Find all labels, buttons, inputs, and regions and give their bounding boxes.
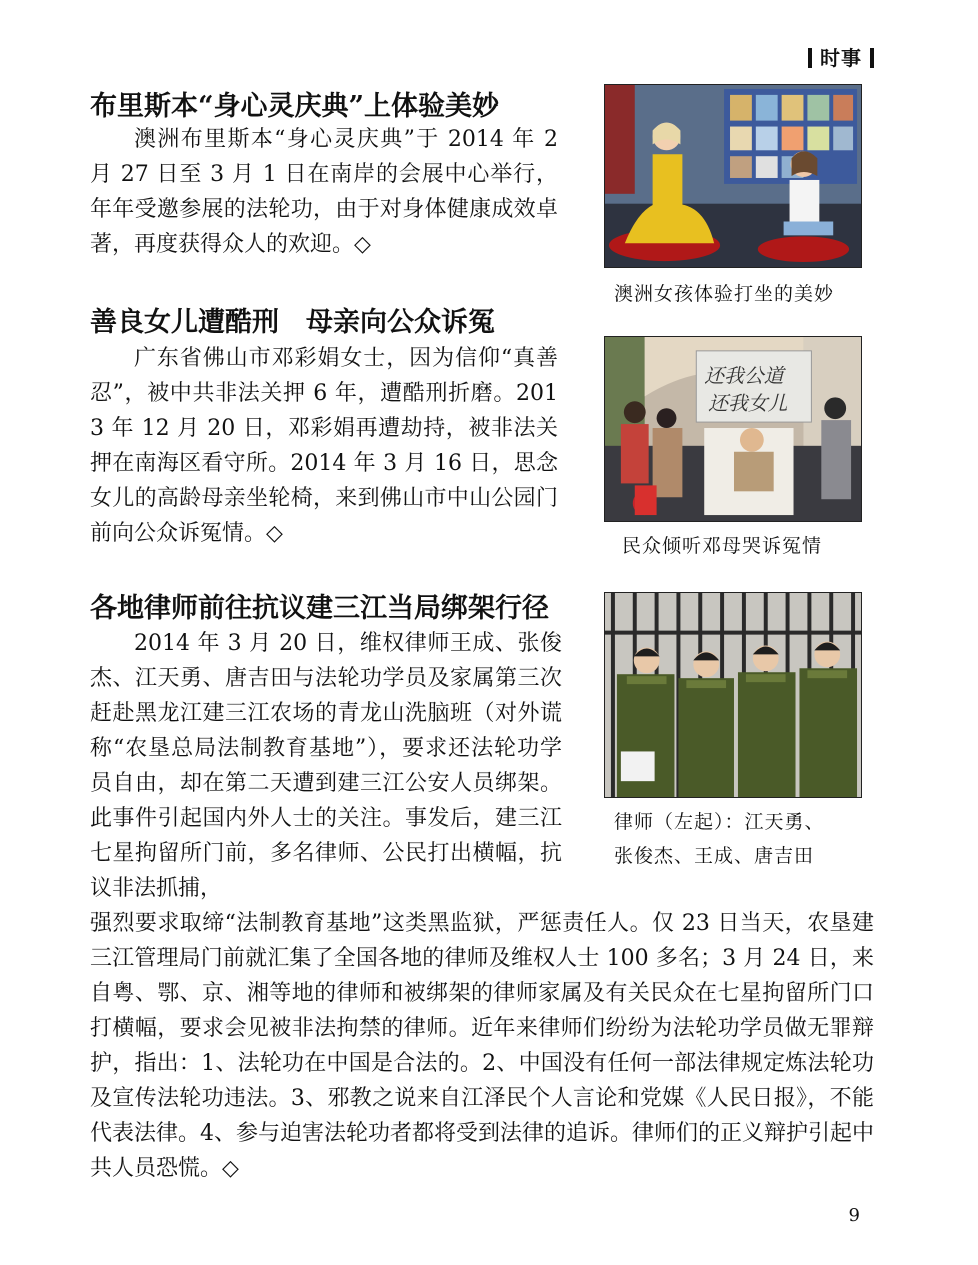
svg-text:还我公道: 还我公道 [704,364,784,388]
article1-photo [604,84,862,268]
section-bar-right [870,48,874,68]
section-name: 时事 [820,46,862,70]
page-number: 9 [848,1205,860,1226]
article3-body-narrow: 2014 年 3 月 20 日，维权律师王成、张俊杰、江天勇、唐吉田与法轮功学员及家属第三次赶赴黑龙江建三江农场的青龙山洗脑班（对外谎称“农垦总局法制教育基地”），要求还法轮功学员自由，却在第二天遭到建三江公安人员绑架。此事件引起国内外人士的关注。事发后，建三江七星拘留所门前，多名律师、公民打出横幅，抗议非法抓捕， [90,631,562,901]
section-bar-left [808,48,812,68]
article2-caption: 民众倾听邓母哭诉冤情 [622,535,823,557]
section-label [800,42,882,71]
article1-body: 澳洲布里斯本“身心灵庆典”于 2014 年 2 月 27 日至 3 月 1 日在南岸的会展中心举行，年年受邀参展的法轮功，由于对身体健康成效卓著，再度获得众人的欢迎。◇ [90,127,558,257]
article2-body: 广东省佛山市邓彩娟女士，因为信仰“真善忍”，被中共非法关押 6 年，遭酷刑折磨。2013 年 12 月 20 日，邓彩娟再遭劫持，被非法关押在南海区看守所。2014 年 3 月 16 日，思念女儿的高龄母亲坐轮椅，来到佛山市中山公园门前向公众诉冤情。◇ [90,346,558,546]
svg-text:还我女儿: 还我女儿 [708,392,788,416]
article3-photo [604,592,862,798]
article3-caption-line1: 律师（左起）：江天勇、 [614,811,825,833]
article3-body-wide: 强烈要求取缔“法制教育基地”这类黑监狱，严惩责任人。仅 23 日当天，农垦建三江管理局门前就汇集了全国各地的律师及维权人士 100 多名；3 月 24 日，来自粤、鄂、京、湘等地的律师和被绑架的律师家属及有关民众在七星拘留所门口打横幅，要求会见被非法拘禁的律师。近年来律师们纷纷为法轮功学员做无罪辩护，指出：1、法轮功在中国是合法的。2、中国没有任何一部法律规定炼法轮功及宣传法轮功违法。3、邪教之说来自江泽民个人言论和党媒《人民日报》，不能代表法律。4、参与迫害法轮功者都将受到法律的追诉。律师们的正义辩护引起中共人员恐慌。◇ [90,911,874,1181]
article3-caption-line2: 张俊杰、王成、唐吉田 [614,845,815,867]
article1-caption: 澳洲女孩体验打坐的美妙 [614,283,835,305]
article1-title: 布里斯本“身心灵庆典”上体验美妙 [90,91,500,122]
article2-photo [604,336,862,522]
article2-title: 善良女儿遭酷刑 母亲向公众诉冤 [90,307,495,338]
article3-title: 各地律师前往抗议建三江当局绑架行径 [90,593,549,624]
